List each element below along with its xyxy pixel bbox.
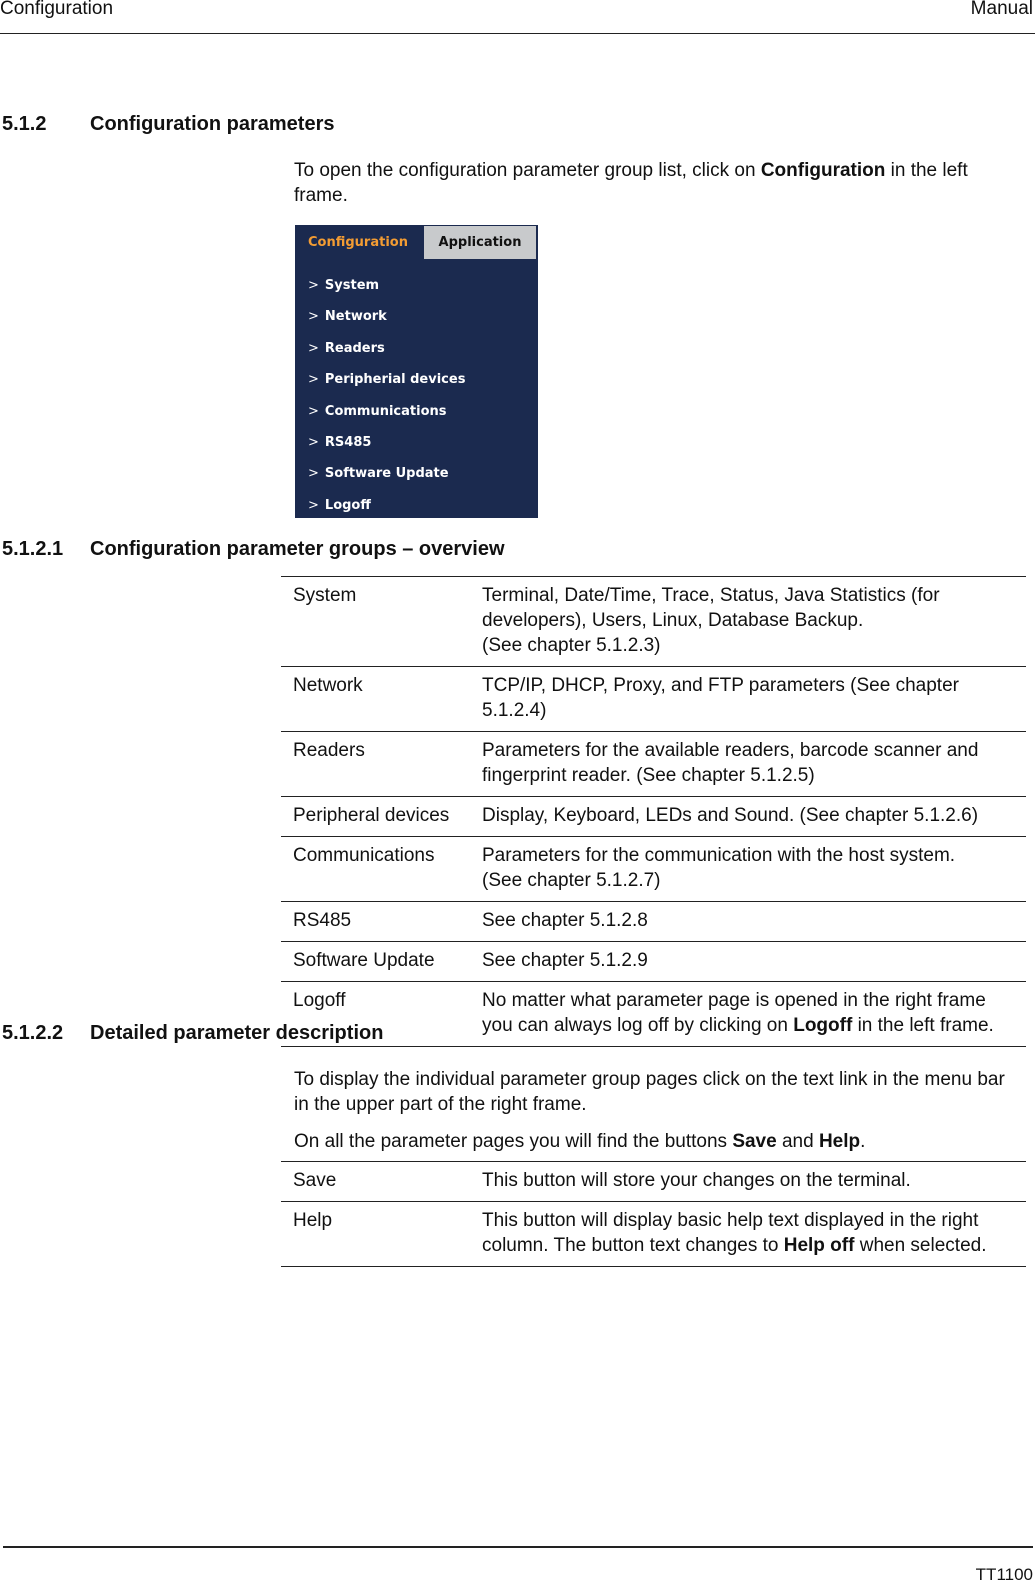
table-row	[281, 797, 1026, 837]
table-row	[281, 837, 1026, 902]
menu-item-label: System	[324, 278, 380, 293]
menu-item-label: RS485	[324, 434, 372, 450]
menu-item-readers[interactable]	[308, 337, 465, 368]
menu-item-network[interactable]	[308, 305, 465, 336]
menu-list	[308, 274, 465, 525]
section-title: Detailed parameter description	[90, 1022, 384, 1044]
intro-paragraph	[294, 158, 1014, 208]
tab-application[interactable]: Application	[424, 226, 536, 259]
param-name: Communications	[281, 837, 470, 902]
param-name: Peripheral devices	[281, 797, 470, 837]
menu-item-rs485[interactable]	[308, 431, 465, 462]
menu-item-label: Communications	[324, 403, 447, 419]
page-header	[0, 0, 1035, 34]
buttons-table	[281, 1161, 1026, 1267]
detail-paragraph-2	[294, 1129, 1014, 1154]
detail-text-mid: and	[776, 1131, 819, 1152]
description-text: Parameters for the communication with the host system.	[482, 845, 956, 866]
chevron-right-icon: >	[308, 372, 319, 388]
detail-text-end: .	[860, 1131, 866, 1152]
button-name: Save	[281, 1162, 470, 1202]
intro-text-end: in the left frame.	[294, 160, 968, 206]
chevron-right-icon: >	[308, 497, 319, 513]
param-name: Software Update	[281, 942, 470, 982]
param-description: TCP/IP, DHCP, Proxy, and FTP parameters (See chapter 5.1.2.4)	[470, 667, 1026, 732]
chevron-right-icon: >	[308, 309, 319, 325]
param-description: See chapter 5.1.2.9	[470, 942, 1026, 982]
param-name: Logoff	[281, 982, 470, 1047]
description-text: This button will display basic help text displayed in the right column. The button text changes to	[482, 1210, 979, 1256]
section-number: 5.1.2	[2, 113, 47, 135]
param-name: Network	[281, 667, 470, 732]
description-bold: Help off	[783, 1235, 855, 1256]
section-heading-512	[2, 113, 334, 136]
table-row	[281, 577, 1026, 667]
menu-item-label: Software Update	[324, 466, 449, 482]
menu-item-label: Readers	[324, 340, 385, 356]
table-row	[281, 902, 1026, 942]
footer-rule	[3, 1546, 1033, 1548]
tab-configuration[interactable]: Configuration	[308, 235, 408, 250]
chevron-right-icon: >	[308, 278, 319, 293]
param-description	[470, 982, 1026, 1047]
chevron-right-icon: >	[308, 340, 319, 356]
table-row	[281, 1162, 1026, 1202]
description-text-end: when selected.	[854, 1235, 987, 1256]
menu-item-peripherial-devices[interactable]	[308, 368, 465, 399]
section-title: Configuration parameters	[90, 113, 335, 135]
intro-text: To open the configuration parameter group list, click on	[294, 160, 761, 181]
menu-item-software-update[interactable]	[308, 462, 465, 493]
intro-bold: Configuration	[760, 160, 886, 181]
detail-paragraph-1: To display the individual parameter group pages click on the text link in the menu bar in the upper part of the right frame.	[294, 1069, 1005, 1115]
header-left: Configuration	[0, 0, 114, 19]
detail-text: On all the parameter pages you will find the buttons	[294, 1131, 733, 1152]
menu-item-label: Peripherial devices	[324, 372, 466, 388]
table-row	[281, 1202, 1026, 1267]
chapter-reference: (See chapter 5.1.2.3)	[482, 635, 661, 656]
section-number: 5.1.2.1	[2, 538, 64, 560]
section-number: 5.1.2.2	[2, 1022, 64, 1044]
param-description	[470, 577, 1026, 667]
detail-bold-help: Help	[818, 1131, 861, 1152]
detail-bold-save: Save	[732, 1131, 777, 1152]
chevron-right-icon: >	[308, 403, 319, 419]
footer-product: TT1100	[975, 1565, 1033, 1584]
header-right: Manual	[970, 0, 1033, 19]
menu-item-label: Logoff	[324, 497, 371, 513]
menu-item-label: Network	[324, 309, 387, 325]
chevron-right-icon: >	[308, 466, 319, 482]
overview-table	[281, 576, 1026, 1047]
section-heading-5122	[2, 1022, 383, 1045]
section-heading-5121	[2, 538, 505, 561]
chapter-reference: (See chapter 5.1.2.7)	[482, 870, 661, 891]
description-bold: Logoff	[793, 1015, 853, 1036]
menu-item-system[interactable]	[308, 274, 465, 305]
button-name: Help	[281, 1202, 470, 1267]
param-description: See chapter 5.1.2.8	[470, 902, 1026, 942]
param-name: System	[281, 577, 470, 667]
description-text-end: in the left frame.	[852, 1015, 994, 1036]
table-row	[281, 732, 1026, 797]
table-row	[281, 982, 1026, 1047]
section-title: Configuration parameter groups – overview	[90, 538, 505, 560]
table-row	[281, 942, 1026, 982]
param-name: RS485	[281, 902, 470, 942]
param-description: Parameters for the available readers, barcode scanner and fingerprint reader. (See chapter 5.1.2.5)	[470, 732, 1026, 797]
button-description	[470, 1202, 1026, 1267]
menu-item-communications[interactable]	[308, 400, 465, 431]
param-description	[470, 837, 1026, 902]
menu-item-logoff[interactable]	[308, 494, 465, 525]
table-row	[281, 667, 1026, 732]
description-text: Terminal, Date/Time, Trace, Status, Java Statistics (for developers), Users, Linux, Database Backup.	[482, 585, 940, 631]
config-menu-screenshot	[295, 225, 538, 518]
param-name: Readers	[281, 732, 470, 797]
description-text: No matter what parameter page is opened in the right frame you can always log off by clicking on	[482, 990, 986, 1036]
param-description: Display, Keyboard, LEDs and Sound. (See chapter 5.1.2.6)	[470, 797, 1026, 837]
chevron-right-icon: >	[308, 434, 319, 450]
button-description: This button will store your changes on the terminal.	[470, 1162, 1026, 1202]
